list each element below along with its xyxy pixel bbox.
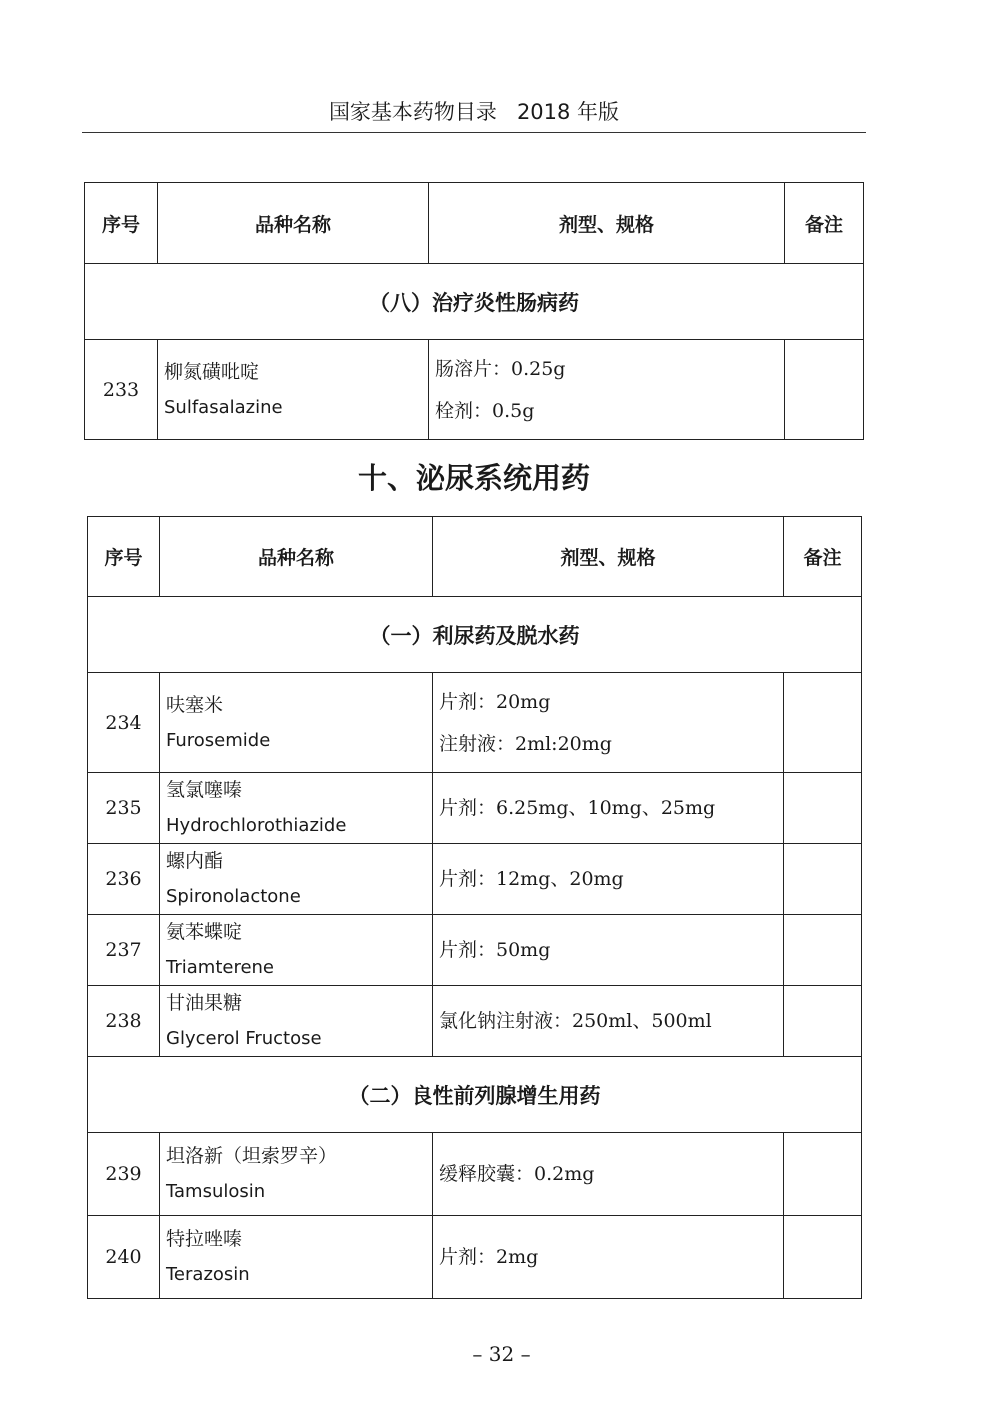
document-title: 国家基本药物目录 [328, 100, 497, 124]
drug-name-cell [160, 673, 433, 773]
spec-line: 注射液：2ml:20mg [439, 732, 612, 755]
drug-name-cn: 氢氯噻嗪 [166, 779, 243, 801]
drug-name-cell [160, 844, 433, 915]
drug-name-cn: 特拉唑嗪 [166, 1228, 243, 1250]
row-number: 236 [88, 844, 160, 915]
drug-name-en: Triamterene [166, 957, 275, 978]
spec-line: 片剂：20mg [439, 690, 551, 713]
spec-line: 氯化钠注射液：250ml、500ml [439, 1010, 712, 1032]
drug-name-cell [160, 1133, 433, 1216]
spec-cell [433, 1133, 784, 1216]
drug-name-en: Tamsulosin [166, 1181, 266, 1202]
col-header-no: 序号 [88, 517, 160, 597]
spec-line: 缓释胶囊：0.2mg [439, 1163, 595, 1185]
page-number: – 32 – [472, 1342, 531, 1366]
remark-cell [784, 773, 862, 844]
drug-name-cn: 柳氮磺吡啶 [164, 360, 260, 383]
col-header-name: 品种名称 [158, 183, 429, 264]
remark-cell [784, 1133, 862, 1216]
remark-cell [784, 915, 862, 986]
drug-name-cell [160, 986, 433, 1057]
remark-cell [785, 340, 864, 440]
spec-cell [433, 773, 784, 844]
remark-cell [784, 844, 862, 915]
section-row [88, 1057, 862, 1133]
col-header-spec: 剂型、规格 [433, 517, 784, 597]
col-header-no: 序号 [85, 183, 158, 264]
row-number: 237 [88, 915, 160, 986]
remark-cell [784, 1216, 862, 1299]
drug-name-en: Spironolactone [166, 886, 301, 907]
spec-line: 片剂：2mg [439, 1246, 539, 1268]
table-row [85, 340, 864, 440]
row-number: 239 [88, 1133, 160, 1216]
section-row [88, 597, 862, 673]
table-row [88, 673, 862, 773]
drug-name-cn: 呋塞米 [166, 693, 224, 716]
document-edition: 2018 年版 [516, 100, 620, 124]
table-row [88, 915, 862, 986]
table-row [88, 844, 862, 915]
remark-cell [784, 673, 862, 773]
row-number: 240 [88, 1216, 160, 1299]
row-number: 238 [88, 986, 160, 1057]
drug-name-cn: 甘油果糖 [166, 992, 243, 1014]
spec-cell [429, 340, 785, 440]
spec-line: 片剂：50mg [439, 939, 551, 961]
spec-cell [433, 844, 784, 915]
drug-name-en: Hydrochlorothiazide [166, 815, 347, 836]
drug-name-cell [160, 915, 433, 986]
table-row [88, 1216, 862, 1299]
drug-name-cell [160, 1216, 433, 1299]
spec-cell [433, 986, 784, 1057]
drug-name-cn: 坦洛新（坦索罗辛） [166, 1145, 338, 1167]
drug-name-en: Furosemide [166, 729, 271, 751]
col-header-remark: 备注 [784, 517, 862, 597]
row-number: 233 [85, 340, 158, 440]
drug-name-cn: 螺内酯 [166, 850, 224, 872]
spec-cell [433, 1216, 784, 1299]
row-number: 234 [88, 673, 160, 773]
drug-name-cn: 氨苯蝶啶 [166, 921, 243, 943]
row-number: 235 [88, 773, 160, 844]
spec-line: 肠溶片：0.25g [435, 357, 566, 380]
drug-name-en: Sulfasalazine [164, 396, 283, 418]
drug-table-1 [84, 182, 864, 440]
page-header [82, 96, 866, 133]
table-row [88, 986, 862, 1057]
spec-cell [433, 915, 784, 986]
table-row [88, 773, 862, 844]
col-header-name: 品种名称 [160, 517, 433, 597]
section-title: （八）治疗炎性肠病药 [85, 264, 864, 340]
chapter-title: 十、泌尿系统用药 [357, 461, 590, 495]
section-title: （一）利尿药及脱水药 [88, 597, 862, 673]
remark-cell [784, 986, 862, 1057]
spec-line: 栓剂：0.5g [435, 399, 535, 422]
drug-name-cell [160, 773, 433, 844]
spec-cell [433, 673, 784, 773]
section-title: （二）良性前列腺增生用药 [88, 1057, 862, 1133]
drug-name-en: Terazosin [166, 1264, 250, 1285]
drug-table-2 [87, 516, 862, 1299]
spec-line: 片剂：12mg、20mg [439, 868, 624, 890]
spec-line: 片剂：6.25mg、10mg、25mg [439, 797, 716, 819]
table-header-row [85, 183, 864, 264]
drug-name-en: Glycerol Fructose [166, 1028, 322, 1049]
table-row [88, 1133, 862, 1216]
section-row [85, 264, 864, 340]
col-header-remark: 备注 [785, 183, 864, 264]
col-header-spec: 剂型、规格 [429, 183, 785, 264]
table-header-row [88, 517, 862, 597]
drug-name-cell [158, 340, 429, 440]
